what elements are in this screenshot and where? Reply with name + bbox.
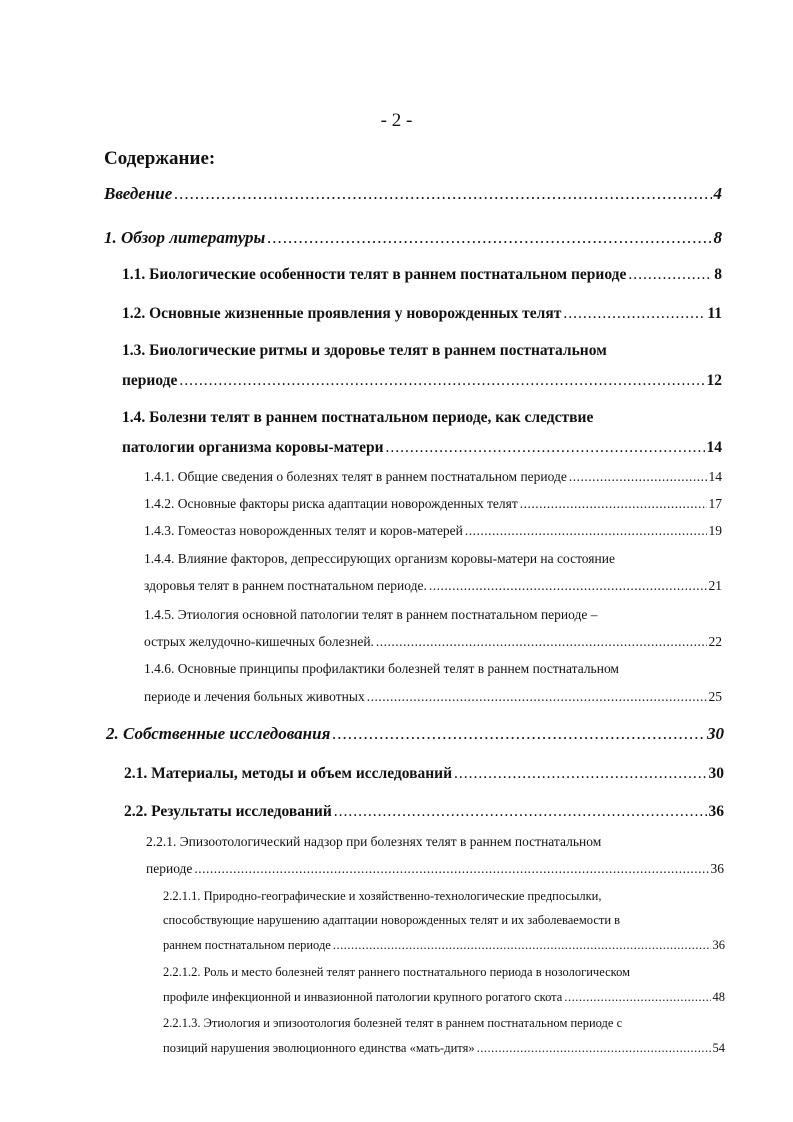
toc-entry-1-3-line1[interactable]: 1.3. Биологические ритмы и здоровье телят в раннем постнатальном [122,342,607,359]
toc-entry-2-2-1-1-line2[interactable]: способствующие нарушению адаптации новорожденных телят и их заболеваемости в [163,913,621,927]
toc-leader-dots [367,689,707,705]
toc-entry-page: 4 [713,184,722,203]
toc-entry-title: 1.2. Основные жизненные проявления у новорожденных телят [122,305,562,322]
toc-leader-dots [194,861,708,877]
toc-leader-dots [454,765,707,783]
toc-entry-page: 14 [706,439,722,456]
toc-entry-title: 2.1. Материалы, методы и объем исследований [124,765,452,782]
toc-entry-1-1[interactable] [122,266,722,284]
toc-entry-title: острых желудочно-кишечных болезней. [144,634,374,649]
toc-leader-dots [174,184,711,204]
toc-entry-page: 22 [708,634,722,649]
toc-entry-title: 1.4.3. Гомеостаз новорожденных телят и коров-матерей [144,523,463,538]
toc-entry-title: позиций нарушения эволюционного единства «мать-дитя» [163,1041,475,1055]
toc-entry-page: 30 [707,724,724,743]
toc-leader-dots [334,803,707,821]
toc-entry-chapter-1[interactable] [104,228,722,248]
toc-entry-title: 1. Обзор литературы [104,228,266,247]
toc-entry-1-4-6-line1[interactable]: 1.4.6. Основные принципы профилактики болезней телят в раннем постнатальном [144,661,619,676]
toc-entry-page: 21 [708,578,722,593]
toc-entry-page: 30 [708,765,724,782]
toc-entry-page: 48 [712,990,725,1004]
toc-entry-2-2-1-3-line1[interactable]: 2.2.1.3. Этиология и эпизоотология болезней телят в раннем постнатальном периоде с [163,1016,623,1030]
toc-entry-page: 36 [708,803,724,820]
toc-leader-dots [477,1041,711,1056]
toc-leader-dots [267,228,711,248]
toc-leader-dots [179,372,704,390]
toc-entry-2-2-1[interactable] [146,861,724,877]
contents-heading: Содержание: [104,148,216,169]
toc-entry-title: периоде и лечения больных животных [144,689,365,704]
toc-entry-2-2-1-1-line1[interactable]: 2.2.1.1. Природно-географические и хозяйственно-технологические предпосылки, [163,889,602,903]
toc-entry-2-2[interactable] [124,803,724,821]
toc-entry-page: 8 [713,228,722,247]
toc-leader-dots [465,523,707,539]
toc-entry-title: 2.2. Результаты исследований [124,803,332,820]
toc-entry-2-2-1-1[interactable] [163,938,725,953]
toc-entry-title: Введение [104,184,173,203]
toc-entry-page: 17 [708,496,722,511]
toc-entry-page: 11 [707,305,722,322]
toc-entry-introduction[interactable] [104,184,722,204]
toc-entry-title: 2. Собственные исследования [106,724,331,743]
toc-entry-title: патологии организма коровы-матери [122,439,384,456]
toc-entry-page: 12 [706,372,722,389]
toc-entry-2-2-1-line1[interactable]: 2.2.1. Эпизоотологический надзор при болезнях телят в раннем постнатальном [146,834,602,849]
toc-entry-2-2-1-3[interactable] [163,1041,725,1056]
toc-entry-page: 14 [708,469,722,484]
toc-entry-2-2-1-2[interactable] [163,990,725,1005]
toc-entry-1-4-2[interactable] [144,496,722,512]
toc-leader-dots [429,578,707,594]
toc-leader-dots [376,634,707,650]
toc-entry-1-4-4[interactable] [144,578,722,594]
toc-entry-page: 36 [712,938,725,952]
toc-entry-title: периоде [146,861,193,876]
toc-entry-title: 1.4.1. Общие сведения о болезнях телят в раннем постнатальном периоде [144,469,567,484]
toc-entry-2-2-1-2-line1[interactable]: 2.2.1.2. Роль и место болезней телят раннего постнатального периода в нозологическом [163,965,630,979]
toc-entry-2-1[interactable] [124,765,724,783]
toc-entry-title: раннем постнатальном периоде [163,938,331,952]
toc-leader-dots [563,305,705,323]
toc-entry-1-4[interactable] [122,439,722,457]
toc-entry-page: 8 [714,266,722,283]
toc-entry-title: 1.4.2. Основные факторы риска адаптации новорожденных телят [144,496,518,511]
toc-entry-page: 36 [710,861,724,876]
toc-entry-1-4-5[interactable] [144,634,722,650]
toc-entry-1-4-line1[interactable]: 1.4. Болезни телят в раннем постнатальном периоде, как следствие [122,409,594,426]
toc-entry-title: периоде [122,372,178,389]
toc-entry-title: 1.1. Биологические особенности телят в раннем постнатальном периоде [122,266,627,283]
toc-leader-dots [628,266,712,284]
toc-entry-chapter-2[interactable] [106,724,724,744]
toc-entry-title: здоровья телят в раннем постнатальном периоде. [144,578,427,593]
toc-leader-dots [386,439,705,457]
toc-leader-dots [332,724,705,744]
toc-entry-page: 25 [708,689,722,704]
toc-entry-1-2[interactable] [122,305,722,323]
toc-entry-page: 19 [708,523,722,538]
toc-entry-page: 54 [712,1041,725,1055]
toc-entry-1-4-4-line1[interactable]: 1.4.4. Влияние факторов, депрессирующих организм коровы-матери на состояние [144,551,615,566]
toc-entry-1-4-1[interactable] [144,469,722,485]
toc-leader-dots [564,990,710,1005]
toc-entry-title: профиле инфекционной и инвазионной патологии крупного рогатого скота [163,990,563,1004]
toc-entry-1-4-5-line1[interactable]: 1.4.5. Этиология основной патологии телят в раннем постнатальном периоде – [144,607,598,622]
toc-entry-1-4-6[interactable] [144,689,722,705]
toc-leader-dots [569,469,707,485]
toc-entry-1-4-3[interactable] [144,523,722,539]
page-number: - 2 - [380,110,413,131]
toc-leader-dots [520,496,707,512]
toc-leader-dots [333,938,711,953]
toc-entry-1-3[interactable] [122,372,722,390]
